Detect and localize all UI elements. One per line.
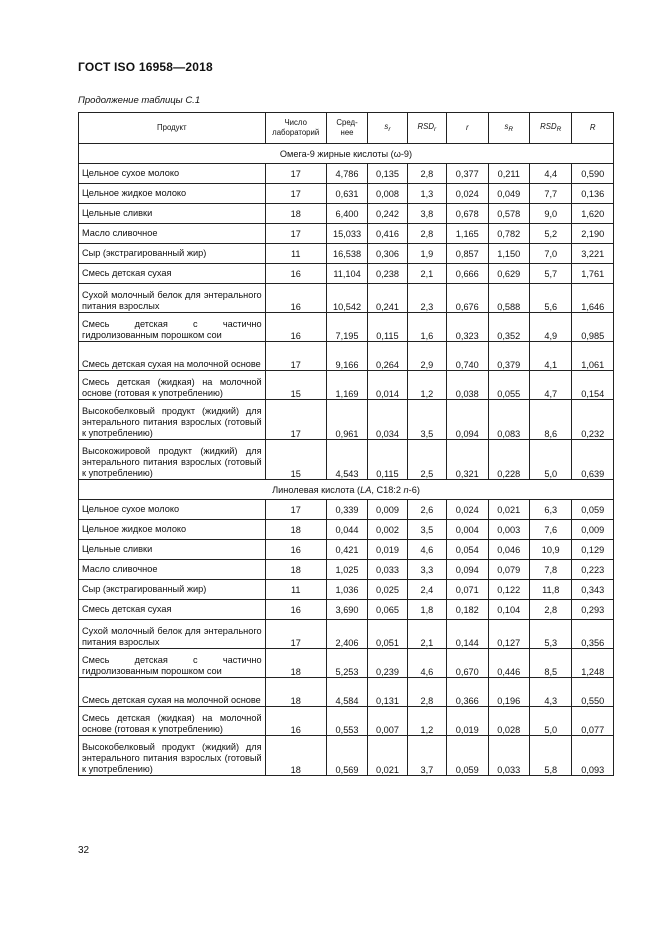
table-row (79, 580, 614, 600)
cell-n: 16 (265, 313, 326, 342)
table-row (79, 520, 614, 540)
cell-rsdR: 5,6 (529, 284, 572, 313)
cell-n: 11 (265, 580, 326, 600)
cell-mean: 2,406 (326, 620, 367, 649)
cell-sR: 0,079 (488, 560, 529, 580)
cell-n: 18 (265, 649, 326, 678)
cell-mean: 15,033 (326, 224, 367, 244)
cell-product: Смесь детская с частично гидролизованным порошком сои (79, 313, 266, 342)
cell-rsdR: 7,7 (529, 184, 572, 204)
cell-r: 0,004 (447, 520, 488, 540)
cell-mean: 0,569 (326, 736, 367, 776)
cell-rsdR: 2,8 (529, 600, 572, 620)
cell-R: 0,590 (572, 164, 614, 184)
cell-product: Цельные сливки (79, 540, 266, 560)
cell-sr: 0,025 (368, 580, 407, 600)
cell-R: 0,154 (572, 371, 614, 400)
table-body (79, 144, 614, 776)
table-row (79, 500, 614, 520)
cell-rsdr: 2,4 (407, 580, 446, 600)
cell-sr: 0,239 (368, 649, 407, 678)
cell-n: 17 (265, 400, 326, 440)
cell-r: 0,678 (447, 204, 488, 224)
cell-product: Масло сливочное (79, 560, 266, 580)
cell-sr: 0,002 (368, 520, 407, 540)
cell-sR: 0,021 (488, 500, 529, 520)
cell-r: 0,024 (447, 184, 488, 204)
table-row (79, 560, 614, 580)
cell-product: Смесь детская сухая на молочной основе (79, 678, 266, 707)
cell-sR: 0,629 (488, 264, 529, 284)
cell-product: Цельное сухое молоко (79, 164, 266, 184)
cell-product: Цельное жидкое молоко (79, 520, 266, 540)
cell-mean: 0,961 (326, 400, 367, 440)
cell-rsdR: 5,0 (529, 440, 572, 480)
cell-sr: 0,009 (368, 500, 407, 520)
cell-mean: 4,543 (326, 440, 367, 480)
cell-product: Цельное сухое молоко (79, 500, 266, 520)
cell-sR: 0,196 (488, 678, 529, 707)
cell-rsdR: 9,0 (529, 204, 572, 224)
cell-sR: 0,127 (488, 620, 529, 649)
cell-n: 17 (265, 184, 326, 204)
cell-rsdR: 11,8 (529, 580, 572, 600)
cell-n: 11 (265, 244, 326, 264)
table-row (79, 284, 614, 313)
cell-r: 0,094 (447, 400, 488, 440)
cell-rsdr: 3,7 (407, 736, 446, 776)
cell-mean: 3,690 (326, 600, 367, 620)
cell-sr: 0,242 (368, 204, 407, 224)
cell-mean: 1,169 (326, 371, 367, 400)
cell-sr: 0,238 (368, 264, 407, 284)
cell-sR: 0,228 (488, 440, 529, 480)
cell-sr: 0,021 (368, 736, 407, 776)
cell-rsdr: 3,5 (407, 400, 446, 440)
cell-sR: 0,003 (488, 520, 529, 540)
cell-R: 0,550 (572, 678, 614, 707)
col-header-rsdR: $RSD_R$ (529, 113, 572, 144)
cell-sR: 0,083 (488, 400, 529, 440)
cell-rsdR: 5,3 (529, 620, 572, 649)
cell-mean: 16,538 (326, 244, 367, 264)
cell-rsdr: 1,8 (407, 600, 446, 620)
cell-R: 1,248 (572, 649, 614, 678)
cell-R: 0,077 (572, 707, 614, 736)
cell-sR: 0,578 (488, 204, 529, 224)
cell-R: 1,620 (572, 204, 614, 224)
cell-r: 0,666 (447, 264, 488, 284)
cell-product: Сыр (экстрагированный жир) (79, 580, 266, 600)
cell-mean: 0,553 (326, 707, 367, 736)
cell-r: 0,740 (447, 342, 488, 371)
cell-rsdR: 6,3 (529, 500, 572, 520)
cell-product: Смесь детская (жидкая) на молочной основе (готовая к употреблению) (79, 371, 266, 400)
cell-n: 18 (265, 678, 326, 707)
table-row (79, 600, 614, 620)
table-row (79, 204, 614, 224)
cell-rsdR: 7,0 (529, 244, 572, 264)
col-header-rsdr: $RSD_r$ (407, 113, 446, 144)
cell-n: 16 (265, 540, 326, 560)
cell-sR: 0,104 (488, 600, 529, 620)
cell-sR: 0,046 (488, 540, 529, 560)
cell-rsdr: 1,6 (407, 313, 446, 342)
table-row (79, 440, 614, 480)
cell-n: 17 (265, 620, 326, 649)
cell-product: Высокобелковый продукт (жидкий) для энтерального питания взрослых (готовый к употреблению) (79, 400, 266, 440)
table-header-row (79, 113, 614, 144)
cell-R: 0,129 (572, 540, 614, 560)
cell-sR: 0,049 (488, 184, 529, 204)
cell-sR: 0,352 (488, 313, 529, 342)
cell-R: 0,009 (572, 520, 614, 540)
cell-r: 0,321 (447, 440, 488, 480)
cell-rsdr: 2,9 (407, 342, 446, 371)
cell-sr: 0,115 (368, 440, 407, 480)
cell-product: Высокобелковый продукт (жидкий) для энтерального питания взрослых (готовый к употреблению) (79, 736, 266, 776)
cell-r: 0,857 (447, 244, 488, 264)
cell-sR: 0,028 (488, 707, 529, 736)
cell-R: 1,646 (572, 284, 614, 313)
cell-rsdR: 7,8 (529, 560, 572, 580)
cell-n: 15 (265, 371, 326, 400)
cell-n: 17 (265, 342, 326, 371)
cell-n: 16 (265, 284, 326, 313)
table-row (79, 540, 614, 560)
cell-rsdR: 4,7 (529, 371, 572, 400)
cell-rsdr: 2,8 (407, 678, 446, 707)
cell-mean: 5,253 (326, 649, 367, 678)
cell-n: 17 (265, 500, 326, 520)
cell-sR: 0,782 (488, 224, 529, 244)
cell-R: 0,136 (572, 184, 614, 204)
cell-r: 0,071 (447, 580, 488, 600)
cell-R: 0,356 (572, 620, 614, 649)
table-row (79, 224, 614, 244)
cell-n: 15 (265, 440, 326, 480)
cell-sR: 0,379 (488, 342, 529, 371)
cell-R: 0,093 (572, 736, 614, 776)
cell-rsdR: 5,2 (529, 224, 572, 244)
results-table (78, 112, 614, 776)
cell-sR: 0,446 (488, 649, 529, 678)
cell-mean: 9,166 (326, 342, 367, 371)
cell-sr: 0,034 (368, 400, 407, 440)
cell-rsdr: 2,8 (407, 224, 446, 244)
table-row (79, 264, 614, 284)
cell-R: 0,232 (572, 400, 614, 440)
cell-sr: 0,115 (368, 313, 407, 342)
cell-product: Сухой молочный белок для энтерального питания взрослых (79, 284, 266, 313)
cell-product: Высокожировой продукт (жидкий) для энтерального питания взрослых (готовый к употреблению) (79, 440, 266, 480)
cell-sR: 0,033 (488, 736, 529, 776)
cell-sr: 0,008 (368, 184, 407, 204)
col-header-product: Продукт (79, 113, 266, 144)
cell-rsdr: 3,3 (407, 560, 446, 580)
cell-r: 0,054 (447, 540, 488, 560)
cell-mean: 0,339 (326, 500, 367, 520)
cell-sR: 0,211 (488, 164, 529, 184)
document-id-header: ГОСТ ISO 16958—2018 (78, 60, 213, 74)
cell-r: 0,676 (447, 284, 488, 313)
cell-R: 0,059 (572, 500, 614, 520)
cell-mean: 1,036 (326, 580, 367, 600)
cell-product: Цельное жидкое молоко (79, 184, 266, 204)
table-row (79, 164, 614, 184)
cell-rsdR: 8,5 (529, 649, 572, 678)
col-header-mean: Сред- нее (326, 113, 367, 144)
cell-rsdr: 1,9 (407, 244, 446, 264)
cell-product: Смесь детская сухая (79, 600, 266, 620)
cell-r: 0,059 (447, 736, 488, 776)
cell-rsdr: 2,1 (407, 620, 446, 649)
cell-R: 1,061 (572, 342, 614, 371)
cell-sr: 0,051 (368, 620, 407, 649)
cell-sr: 0,065 (368, 600, 407, 620)
cell-rsdR: 10,9 (529, 540, 572, 560)
cell-product: Смесь детская сухая на молочной основе (79, 342, 266, 371)
cell-mean: 11,104 (326, 264, 367, 284)
cell-rsdR: 4,3 (529, 678, 572, 707)
cell-sr: 0,131 (368, 678, 407, 707)
cell-r: 0,323 (447, 313, 488, 342)
cell-sr: 0,007 (368, 707, 407, 736)
cell-rsdR: 5,0 (529, 707, 572, 736)
cell-rsdR: 4,4 (529, 164, 572, 184)
cell-rsdR: 4,1 (529, 342, 572, 371)
col-header-R: R (572, 113, 614, 144)
col-header-sR: $s_R$ (488, 113, 529, 144)
table-row (79, 707, 614, 736)
cell-rsdr: 4,6 (407, 649, 446, 678)
cell-rsdR: 5,7 (529, 264, 572, 284)
cell-r: 0,670 (447, 649, 488, 678)
table-row (79, 678, 614, 707)
cell-rsdR: 8,6 (529, 400, 572, 440)
cell-sr: 0,014 (368, 371, 407, 400)
cell-rsdr: 3,5 (407, 520, 446, 540)
cell-sr: 0,241 (368, 284, 407, 313)
cell-rsdr: 1,3 (407, 184, 446, 204)
cell-sR: 1,150 (488, 244, 529, 264)
cell-product: Масло сливочное (79, 224, 266, 244)
cell-sR: 0,055 (488, 371, 529, 400)
cell-sr: 0,135 (368, 164, 407, 184)
cell-sr: 0,264 (368, 342, 407, 371)
cell-R: 0,343 (572, 580, 614, 600)
cell-product: Смесь детская с частично гидролизованным порошком сои (79, 649, 266, 678)
cell-n: 16 (265, 600, 326, 620)
cell-R: 0,293 (572, 600, 614, 620)
cell-n: 16 (265, 264, 326, 284)
table-row (79, 342, 614, 371)
cell-r: 0,094 (447, 560, 488, 580)
cell-n: 18 (265, 204, 326, 224)
cell-rsdr: 2,5 (407, 440, 446, 480)
cell-rsdR: 7,6 (529, 520, 572, 540)
cell-rsdr: 2,6 (407, 500, 446, 520)
cell-R: 0,639 (572, 440, 614, 480)
cell-n: 18 (265, 560, 326, 580)
col-header-labs: Число лабораторий (265, 113, 326, 144)
cell-product: Сыр (экстрагированный жир) (79, 244, 266, 264)
cell-mean: 4,786 (326, 164, 367, 184)
table-row (79, 371, 614, 400)
cell-rsdr: 2,8 (407, 164, 446, 184)
cell-n: 16 (265, 707, 326, 736)
cell-mean: 1,025 (326, 560, 367, 580)
cell-mean: 0,421 (326, 540, 367, 560)
cell-rsdR: 5,8 (529, 736, 572, 776)
cell-product: Цельные сливки (79, 204, 266, 224)
cell-rsdr: 2,3 (407, 284, 446, 313)
cell-R: 1,761 (572, 264, 614, 284)
cell-sR: 0,122 (488, 580, 529, 600)
cell-mean: 0,044 (326, 520, 367, 540)
table-row (79, 400, 614, 440)
cell-n: 17 (265, 164, 326, 184)
cell-rsdr: 2,1 (407, 264, 446, 284)
cell-rsdr: 1,2 (407, 371, 446, 400)
cell-mean: 6,400 (326, 204, 367, 224)
cell-r: 0,366 (447, 678, 488, 707)
cell-sr: 0,306 (368, 244, 407, 264)
cell-r: 0,377 (447, 164, 488, 184)
section-title: Омега-9 жирные кислоты (ω-9) (79, 144, 614, 164)
section-title: Линолевая кислота (LA, C18:2 n-6) (79, 480, 614, 500)
cell-rsdR: 4,9 (529, 313, 572, 342)
page-number: 32 (78, 845, 90, 856)
cell-n: 17 (265, 224, 326, 244)
cell-R: 2,190 (572, 224, 614, 244)
cell-r: 0,144 (447, 620, 488, 649)
section-header-row (79, 144, 614, 164)
cell-r: 0,038 (447, 371, 488, 400)
cell-R: 0,223 (572, 560, 614, 580)
section-header-row (79, 480, 614, 500)
cell-sR: 0,588 (488, 284, 529, 313)
table-row (79, 244, 614, 264)
cell-sr: 0,019 (368, 540, 407, 560)
cell-rsdr: 1,2 (407, 707, 446, 736)
table-row (79, 313, 614, 342)
cell-rsdr: 3,8 (407, 204, 446, 224)
cell-r: 0,019 (447, 707, 488, 736)
col-header-r: r (447, 113, 488, 144)
col-header-sr: $s_r$ (368, 113, 407, 144)
cell-product: Сухой молочный белок для энтерального питания взрослых (79, 620, 266, 649)
cell-r: 1,165 (447, 224, 488, 244)
cell-mean: 4,584 (326, 678, 367, 707)
cell-product: Смесь детская сухая (79, 264, 266, 284)
cell-n: 18 (265, 736, 326, 776)
cell-rsdr: 4,6 (407, 540, 446, 560)
cell-sr: 0,416 (368, 224, 407, 244)
cell-mean: 7,195 (326, 313, 367, 342)
table-row (79, 184, 614, 204)
table-row (79, 649, 614, 678)
table-caption: Продолжение таблицы С.1 (78, 95, 201, 106)
cell-mean: 0,631 (326, 184, 367, 204)
cell-n: 18 (265, 520, 326, 540)
cell-sr: 0,033 (368, 560, 407, 580)
cell-r: 0,024 (447, 500, 488, 520)
cell-R: 0,985 (572, 313, 614, 342)
cell-product: Смесь детская (жидкая) на молочной основе (готовая к употреблению) (79, 707, 266, 736)
table-row (79, 736, 614, 776)
table-row (79, 620, 614, 649)
cell-mean: 10,542 (326, 284, 367, 313)
cell-R: 3,221 (572, 244, 614, 264)
cell-r: 0,182 (447, 600, 488, 620)
